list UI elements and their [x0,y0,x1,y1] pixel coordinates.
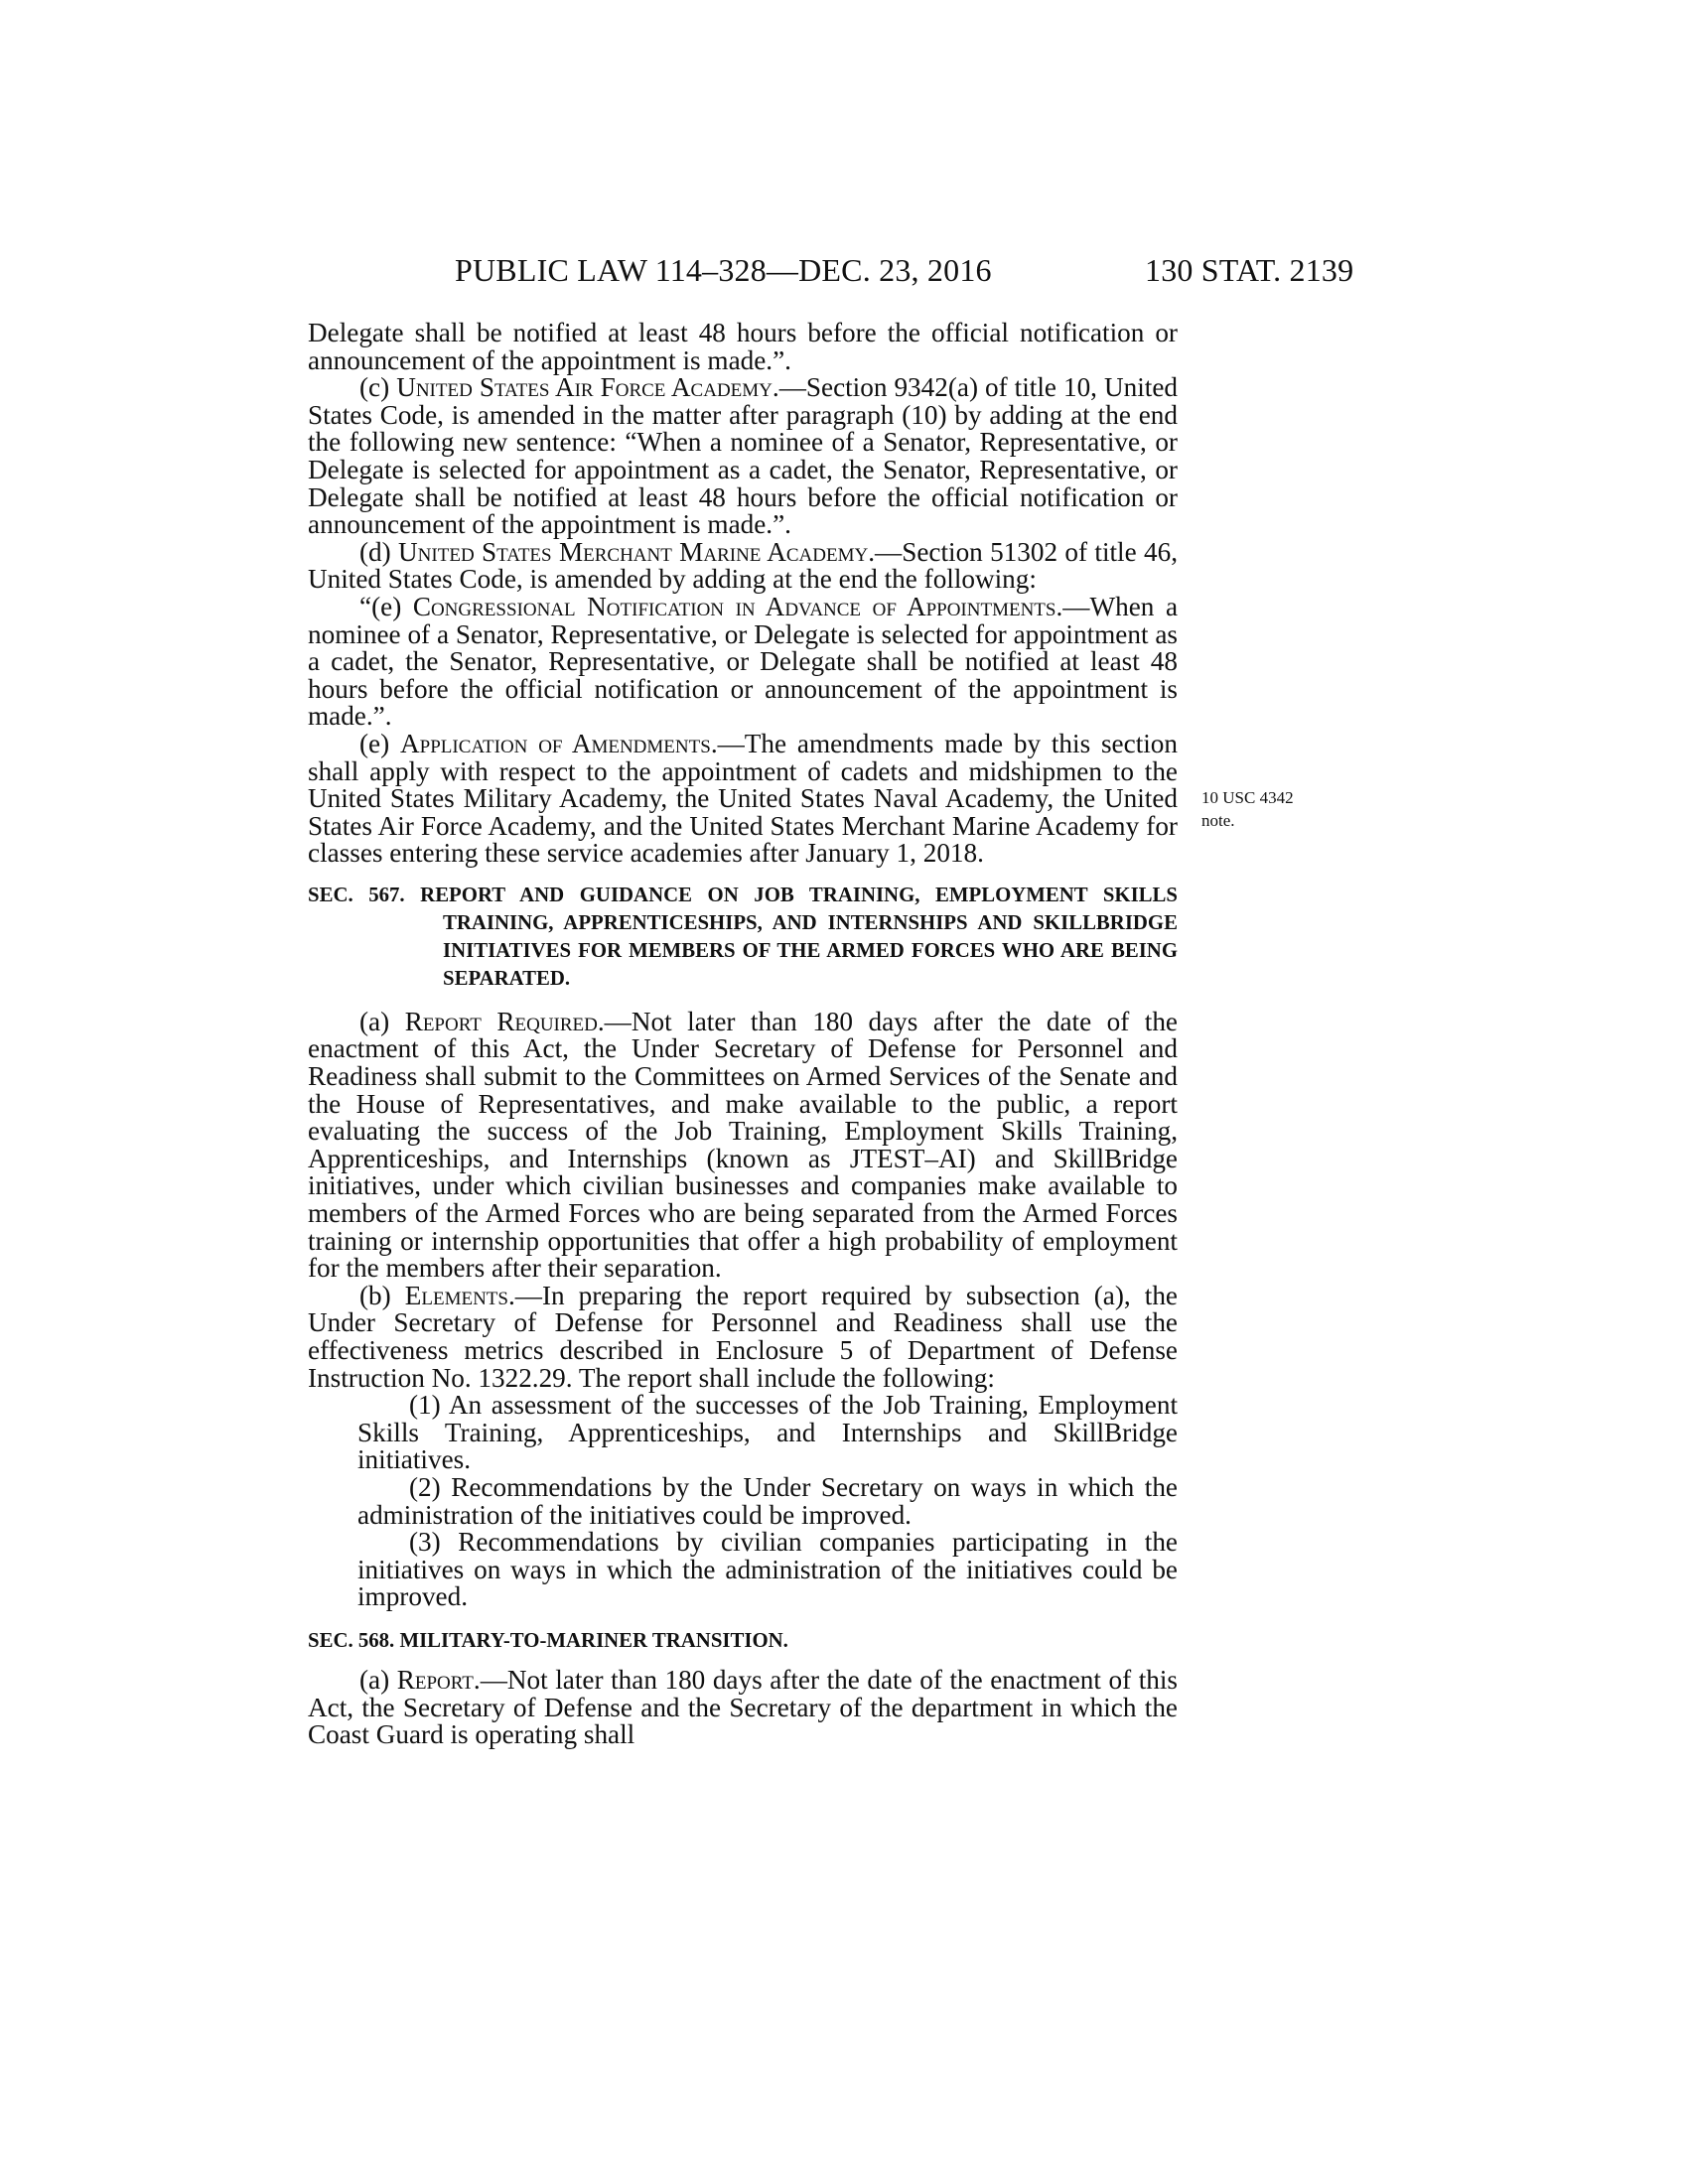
statute-body [308,320,1178,1749]
subsection-text: .—Section 9342(a) of title 10, United States Code, is amended in the matter after paragraph (10) by adding at the end the following new sentence: “When a nominee of a Senator, Representative, or Delegate is selected for appointment as a cadet, the Senator, Representative, or Delegate shall be notified at least 48 hours before the official notification or announcement of the appointment is made.”. [308,372,1178,540]
quoted-subsection-e [308,591,1179,732]
paragraph-2: (2) Recommendations by the Under Secretary on ways in which the administration of the initiatives could be improved. [357,1471,1178,1530]
margin-note-citation: 10 USC 4342 [1201,788,1294,807]
subsection-heading: Application of Amendments [400,728,711,758]
subsection-label: (a) [359,1664,397,1695]
subsection-d [308,536,1178,595]
subsection-text: .—Not later than 180 days after the date of the enactment of this Act, the Secretary of Defense and the Secretary of the department in which the Coast Guard is operating shall [308,1664,1178,1750]
subsection-heading: United States Air Force Academy [396,372,773,403]
paragraph-1: (1) An assessment of the successes of the Job Training, Employment Skills Training, Apprenticeships, and Internships and SkillBridge initiatives. [357,1390,1178,1475]
subsection-e [308,728,1178,869]
section-568-subsection-a [308,1664,1178,1750]
subsection-label: (b) [359,1280,405,1310]
subsection-heading: Report [396,1664,474,1695]
section-567-heading: SEC. 567. REPORT AND GUIDANCE ON JOB TRAINING, EMPLOYMENT SKILLS TRAINING, APPRENTICESHIPS, AND INTERNSHIPS AND SKILLBRIDGE INITIATIVES FOR MEMBERS OF THE ARMED FORCES WHO ARE BEING SEPARATED. [308,883,1178,990]
subsection-label: (e) [359,728,401,758]
section-567-subsection-b [308,1280,1178,1393]
page-stat-number: 130 STAT. 2139 [1145,252,1354,288]
subsection-label: “(e) [359,591,413,621]
section-567-subsection-a [308,1006,1178,1284]
subsection-heading: Congressional Notification in Advance of Appointments [412,591,1056,621]
subsection-heading: Elements [404,1280,508,1310]
subsection-heading: United States Merchant Marine Academy [398,536,869,567]
subsection-text: .—Section 51302 of title 46, United States Code, is amended by adding at the end the following: [308,536,1178,595]
paragraph-3: (3) Recommendations by civilian companies participating in the initiatives on ways in which the administration of the initiatives could be improved. [357,1527,1178,1612]
section-568-heading: SEC. 568. MILITARY-TO-MARINER TRANSITION. [308,1628,788,1652]
subsection-c [308,374,1178,539]
running-header-title: PUBLIC LAW 114–328—DEC. 23, 2016 [455,252,992,288]
subsection-label: (d) [359,536,399,567]
subsection-heading: Report Required [404,1006,598,1036]
subsection-label: (a) [359,1006,405,1036]
subsection-text: .—Not later than 180 days after the date of the enactment of this Act, the Under Secretary of Defense for Personnel and Readiness shall submit to the Committees on Armed Services of the Senate and the House of Representatives, and make available to the public, a report evaluating the success of the Job Training, Employment Skills Training, Apprenticeships, and Internships (known as JTEST–AI) and SkillBridge initiatives, under which civilian businesses and companies make available to members of the Armed Forces who are being separated from the Armed Forces training or internship opportunities that offer a high probability of employment for the members after their separation. [308,1006,1178,1284]
subsection-label: (c) [359,372,397,403]
subsection-text: .—In preparing the report required by subsection (a), the Under Secretary of Defense for Personnel and Readiness shall use the effectiveness metrics described in Enclosure 5 of Department of Defense Instruction No. 1322.29. The report shall include the following: [308,1280,1178,1393]
paragraph-continuation: Delegate shall be notified at least 48 hours before the official notification or announcement of the appointment is made.”. [308,318,1178,375]
margin-citation-note [1201,786,1331,832]
subsection-text: .—The amendments made by this section shall apply with respect to the appointment of cadets and midshipmen to the United States Military Academy, the United States Naval Academy, the United States Air Force Academy, and the United States Merchant Marine Academy for classes entering these service academies after January 1, 2018. [308,728,1178,869]
margin-note-suffix: note. [1201,811,1235,830]
subsection-text: .—When a nominee of a Senator, Representative, or Delegate is selected for appointment as a cadet, the Senator, Representative, or Delegate shall be notified at least 48 hours before the official notification or announcement of the appointment is made.”. [308,591,1179,732]
